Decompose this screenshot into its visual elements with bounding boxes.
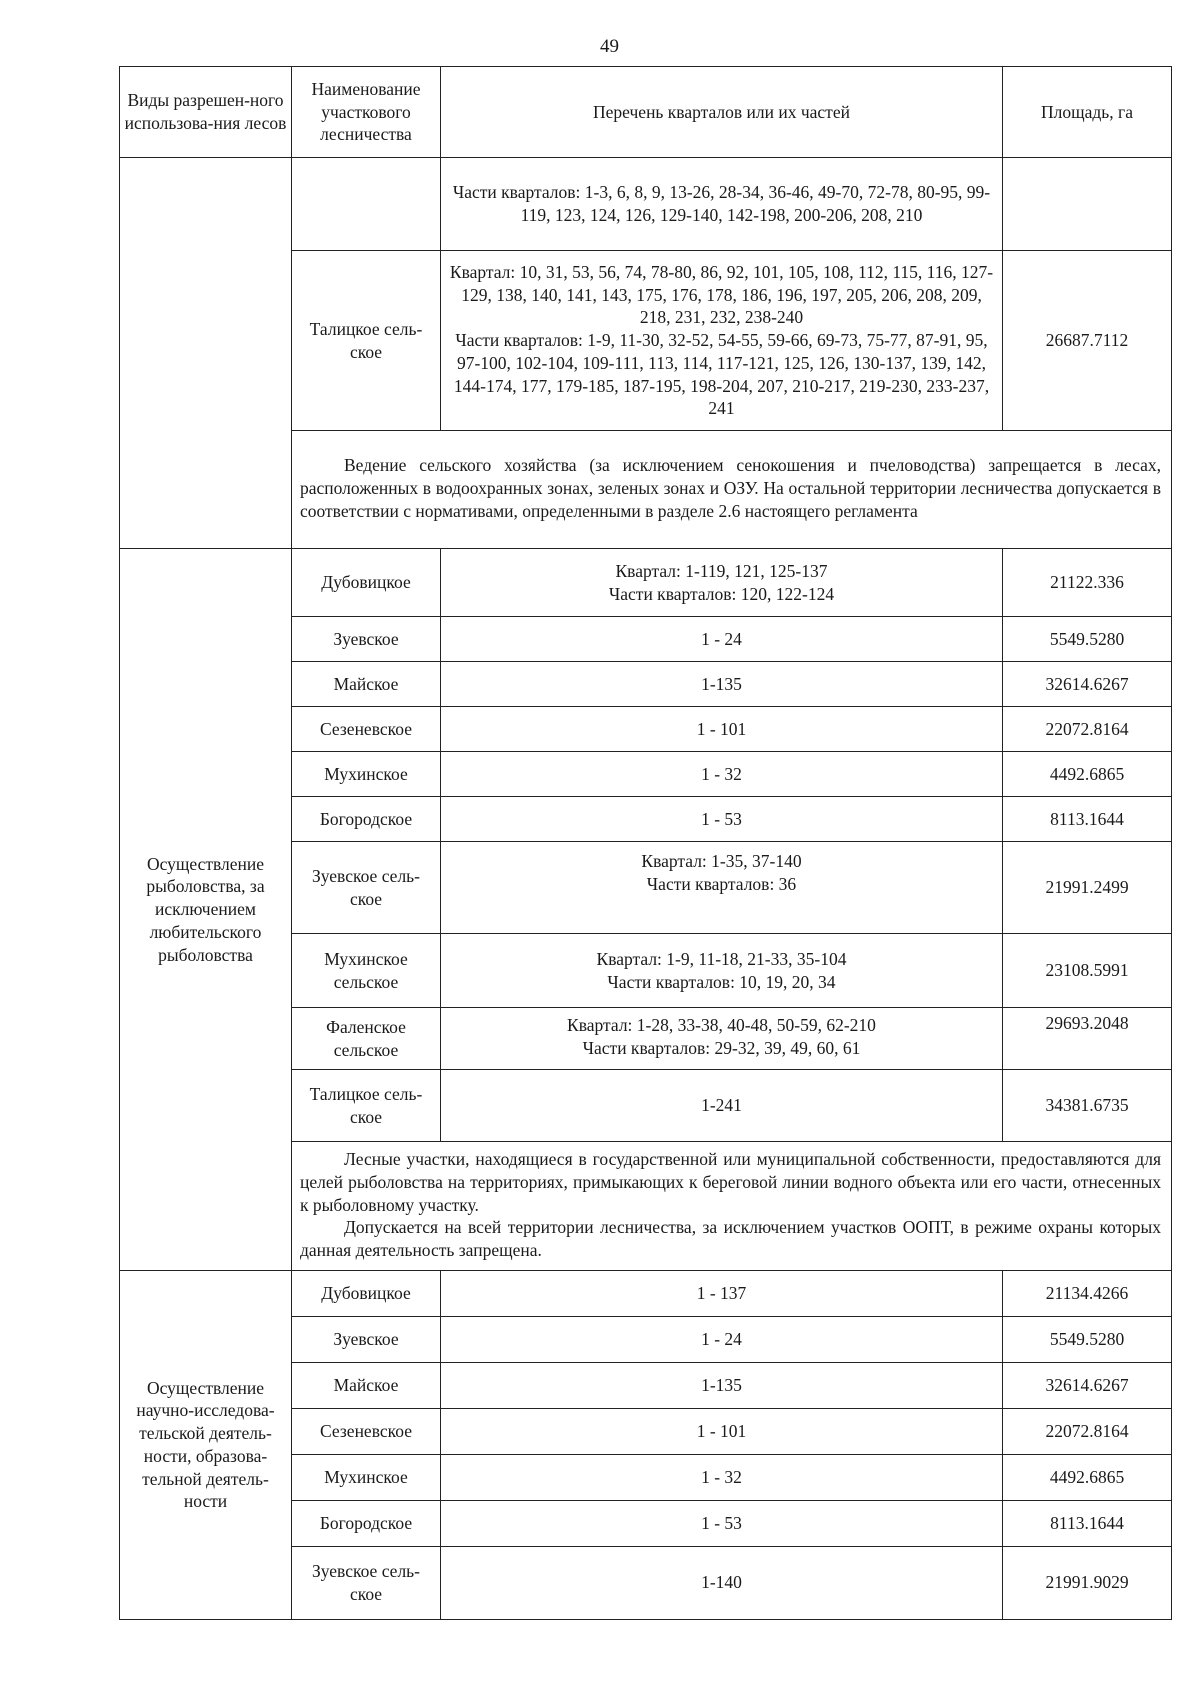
area-cell: 21991.9029 xyxy=(1003,1546,1172,1619)
forestry-cell: Богородское xyxy=(292,797,441,842)
quarters-cell xyxy=(441,842,1003,934)
area-cell: 22072.8164 xyxy=(1003,707,1172,752)
area-cell: 32614.6267 xyxy=(1003,1362,1172,1408)
forestry-cell: Майское xyxy=(292,662,441,707)
header-use-type: Виды разрешен-ного использова-ния лесов xyxy=(120,67,292,158)
table-header-row xyxy=(120,67,1172,158)
quarters-text: Квартал: 1-35, 37-140 xyxy=(641,851,802,871)
quarters-text: Квартал: 1-119, 121, 125-137 xyxy=(615,560,828,581)
note-text: Ведение сельского хозяйства (за исключением сенокошения и пчеловодства) запрещается в лесах, расположенных в водоохранных зонах, зеленых зонах и ОЗУ. На остальной территории лесничества допускается в соответствии с нормативами, определенными в разделе 2.6 настоящего регламента xyxy=(300,455,1161,521)
header-area: Площадь, га xyxy=(1003,67,1172,158)
forestry-cell: Мухинское xyxy=(292,752,441,797)
note-cell xyxy=(292,1142,1172,1271)
quarters-cell: 1 - 101 xyxy=(441,1408,1003,1454)
area-cell: 21134.4266 xyxy=(1003,1270,1172,1316)
area-cell: 23108.5991 xyxy=(1003,934,1172,1008)
forestry-cell: Талицкое сель-ское xyxy=(292,1070,441,1142)
use-type-cell: Осуществление рыболовства, за исключением любительского рыболовства xyxy=(120,549,292,1271)
quarters-cell: 1-135 xyxy=(441,662,1003,707)
area-cell: 29693.2048 xyxy=(1003,1008,1172,1070)
quarters-cell: 1 - 137 xyxy=(441,1270,1003,1316)
forestry-cell: Зуевское xyxy=(292,617,441,662)
quarters-parts-text: Части кварталов: 36 xyxy=(646,873,797,894)
area-cell: 4492.6865 xyxy=(1003,752,1172,797)
quarters-cell xyxy=(441,934,1003,1008)
forestry-cell: Зуевское сель-ское xyxy=(292,1546,441,1619)
area-cell: 8113.1644 xyxy=(1003,1500,1172,1546)
note-text: Лесные участки, находящиеся в государственной или муниципальной собственности, предоставляются для целей рыболовства на территориях, примыкающих к береговой линии водного объекта или его части, отнесенных к рыболовному участку. xyxy=(300,1149,1161,1215)
forestry-cell: Майское xyxy=(292,1362,441,1408)
area-cell: 22072.8164 xyxy=(1003,1408,1172,1454)
quarters-text: Квартал: 1-28, 33-38, 40-48, 50-59, 62-210 xyxy=(567,1015,876,1035)
quarters-cell: 1 - 32 xyxy=(441,1454,1003,1500)
area-cell: 5549.5280 xyxy=(1003,617,1172,662)
quarters-cell: 1-135 xyxy=(441,1362,1003,1408)
quarters-parts-text: Части кварталов: 10, 19, 20, 34 xyxy=(607,971,836,992)
forest-use-table xyxy=(119,66,1172,1620)
area-cell: 32614.6267 xyxy=(1003,662,1172,707)
note-text: Допускается на всей территории лесничества, за исключением участков ООПТ, в режиме охраны которых данная деятельность запрещена. xyxy=(300,1217,1161,1260)
quarters-cell: Части кварталов: 1-3, 6, 8, 9, 13-26, 28-34, 36-46, 49-70, 72-78, 80-95, 99-119, 123, 124, 126, 129-140, 142-198, 200-206, 208, 210 xyxy=(441,158,1003,251)
forestry-cell: Мухинское xyxy=(292,1454,441,1500)
quarters-parts-text: Части кварталов: 29-32, 39, 49, 60, 61 xyxy=(582,1037,861,1058)
forestry-cell: Фаленское сельское xyxy=(292,1008,441,1070)
header-forestry: Наименование участкового лесничества xyxy=(292,67,441,158)
quarters-parts-text: Части кварталов: 120, 122-124 xyxy=(608,583,835,604)
header-quarters: Перечень кварталов или их частей xyxy=(441,67,1003,158)
area-cell: 21991.2499 xyxy=(1003,842,1172,934)
quarters-cell: 1 - 53 xyxy=(441,797,1003,842)
forestry-cell: Мухинское сельское xyxy=(292,934,441,1008)
area-cell: 5549.5280 xyxy=(1003,1316,1172,1362)
area-cell: 34381.6735 xyxy=(1003,1070,1172,1142)
area-cell: 26687.7112 xyxy=(1003,251,1172,431)
quarters-parts-text: Части кварталов: 1-9, 11-30, 32-52, 54-55, 59-66, 69-73, 75-77, 87-91, 95, 97-100, 102-104, 109-111, 113, 114, 117-121, 125, 126, 130-137, 139, 142, 144-174, 177, 179-185, 187-195, 198-204, 207, 210-217, 219-230, 233-237, 241 xyxy=(453,330,990,419)
table-row xyxy=(120,1270,1172,1316)
quarters-text: Квартал: 1-9, 11-18, 21-33, 35-104 xyxy=(596,948,847,969)
forestry-cell: Дубовицкое xyxy=(292,1270,441,1316)
table-row xyxy=(120,549,1172,617)
forestry-cell: Дубовицкое xyxy=(292,549,441,617)
quarters-text: Квартал: 10, 31, 53, 56, 74, 78-80, 86, 92, 101, 105, 108, 112, 115, 116, 127-129, 138, 140, 141, 143, 175, 176, 178, 186, 196, 197, 205, 206, 208, 209, 218, 231, 232, 238-240 xyxy=(449,261,994,328)
use-type-cell: Осуществление научно-исследова-тельской деятель-ности, образова-тельной деятель-ности xyxy=(120,1270,292,1619)
note-cell xyxy=(292,431,1172,549)
quarters-cell xyxy=(441,549,1003,617)
quarters-cell: 1-140 xyxy=(441,1546,1003,1619)
forestry-cell: Сезеневское xyxy=(292,707,441,752)
forest-use-table-container xyxy=(119,66,1171,1620)
forestry-cell: Зуевское сель-ское xyxy=(292,842,441,934)
forestry-cell: Сезеневское xyxy=(292,1408,441,1454)
forestry-cell: Талицкое сель-ское xyxy=(292,251,441,431)
quarters-cell xyxy=(441,251,1003,431)
page-number: 49 xyxy=(600,36,619,57)
use-type-cell xyxy=(120,158,292,549)
area-cell xyxy=(1003,158,1172,251)
quarters-cell: 1 - 101 xyxy=(441,707,1003,752)
forestry-cell: Богородское xyxy=(292,1500,441,1546)
quarters-cell: 1 - 53 xyxy=(441,1500,1003,1546)
table-row xyxy=(120,158,1172,251)
area-cell: 21122.336 xyxy=(1003,549,1172,617)
quarters-cell: 1-241 xyxy=(441,1070,1003,1142)
quarters-cell: 1 - 24 xyxy=(441,617,1003,662)
area-cell: 4492.6865 xyxy=(1003,1454,1172,1500)
area-cell: 8113.1644 xyxy=(1003,797,1172,842)
quarters-cell xyxy=(441,1008,1003,1070)
forestry-cell: Зуевское xyxy=(292,1316,441,1362)
forestry-cell xyxy=(292,158,441,251)
quarters-cell: 1 - 24 xyxy=(441,1316,1003,1362)
quarters-cell: 1 - 32 xyxy=(441,752,1003,797)
